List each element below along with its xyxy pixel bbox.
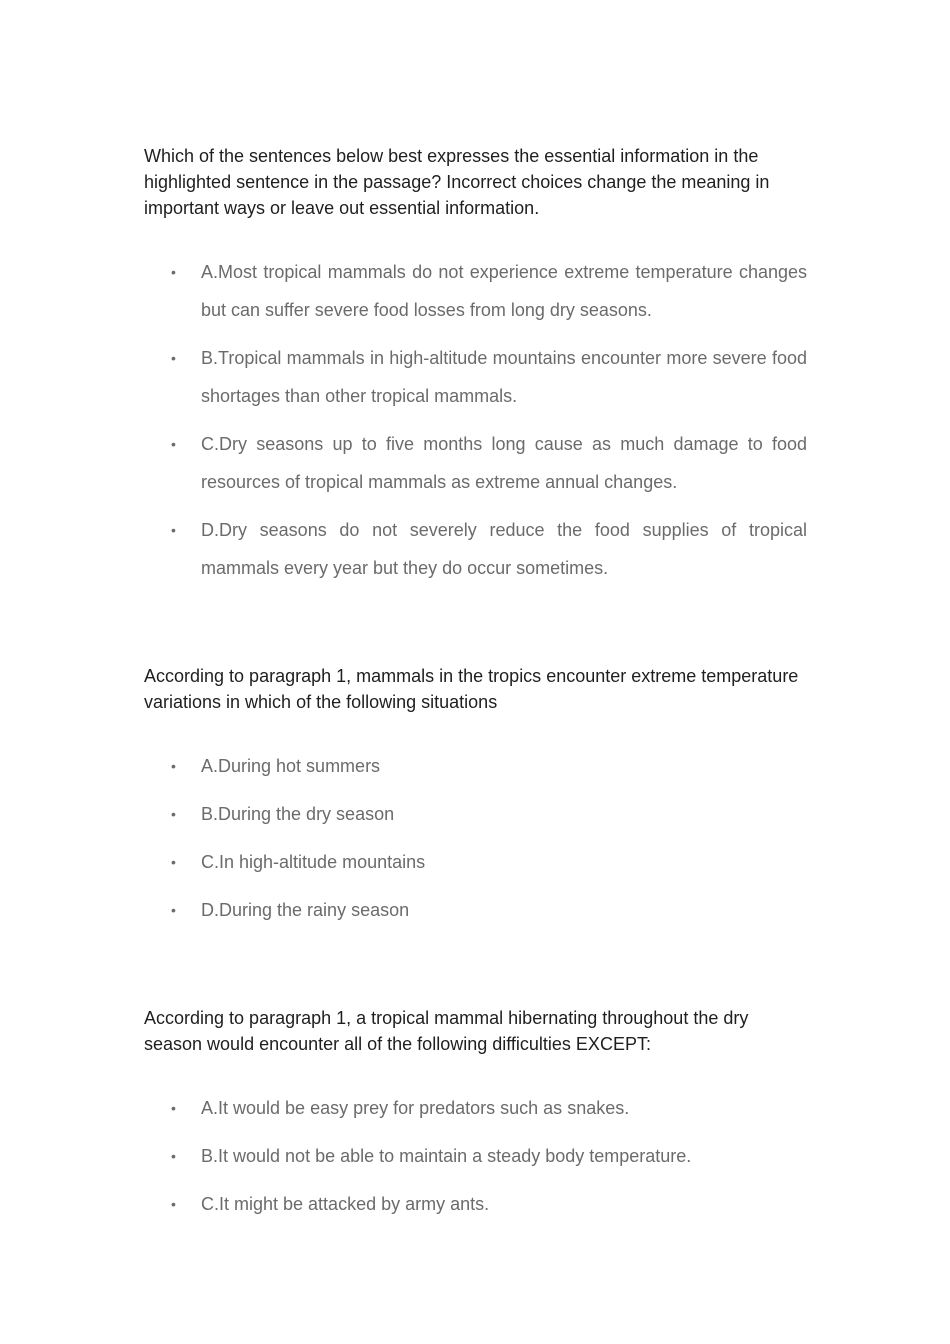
bullet-icon: • [171,806,176,822]
option-text: D.Dry seasons do not severely reduce the food supplies of tropical mammals every year but they do occur sometimes. [201,520,807,578]
option-d[interactable] [144,511,807,587]
question-stem: According to paragraph 1, a tropical mammal hibernating throughout the dry season would encounter all of the following difficulties EXCEPT: [144,1008,749,1054]
option-c[interactable] [144,425,807,501]
option-text: C.It might be attacked by army ants. [201,1194,490,1214]
bullet-icon: • [171,522,176,538]
option-text: C.In high-altitude mountains [201,852,426,872]
option-b[interactable] [144,795,807,833]
option-text: A.Most tropical mammals do not experience extreme temperature changes but can suffer severe food losses from long dry seasons. [201,262,807,320]
document-page [144,143,807,1233]
bullet-icon: • [171,1100,176,1116]
option-c[interactable] [144,1185,807,1223]
option-text: B.Tropical mammals in high-altitude mountains encounter more severe food shortages than other tropical mammals. [201,348,807,406]
bullet-icon: • [171,902,176,918]
option-text: A.During hot summers [201,756,381,776]
option-a[interactable] [144,1089,807,1127]
option-list [144,747,807,929]
option-text: D.During the rainy season [201,900,410,920]
option-text: C.Dry seasons up to five months long cause as much damage to food resources of tropical mammals as extreme annual changes. [201,434,807,492]
bullet-icon: • [171,854,176,870]
option-list [144,1089,807,1223]
question-stem: According to paragraph 1, mammals in the tropics encounter extreme temperature variations in which of the following situations [144,666,799,712]
option-list [144,253,807,587]
question-stem: Which of the sentences below best expresses the essential information in the highlighted sentence in the passage? Incorrect choices change the meaning in important ways or leave out essential information. [144,146,770,218]
option-b[interactable] [144,339,807,415]
option-text: B.During the dry season [201,804,395,824]
bullet-icon: • [171,350,176,366]
option-text: B.It would not be able to maintain a steady body temperature. [201,1146,692,1166]
question-1 [144,143,807,587]
option-a[interactable] [144,747,807,785]
option-d[interactable] [144,891,807,929]
bullet-icon: • [171,758,176,774]
bullet-icon: • [171,264,176,280]
option-text: A.It would be easy prey for predators such as snakes. [201,1098,630,1118]
option-c[interactable] [144,843,807,881]
question-2 [144,663,807,929]
bullet-icon: • [171,1148,176,1164]
question-3 [144,1005,807,1223]
option-a[interactable] [144,253,807,329]
bullet-icon: • [171,1196,176,1212]
bullet-icon: • [171,436,176,452]
option-b[interactable] [144,1137,807,1175]
